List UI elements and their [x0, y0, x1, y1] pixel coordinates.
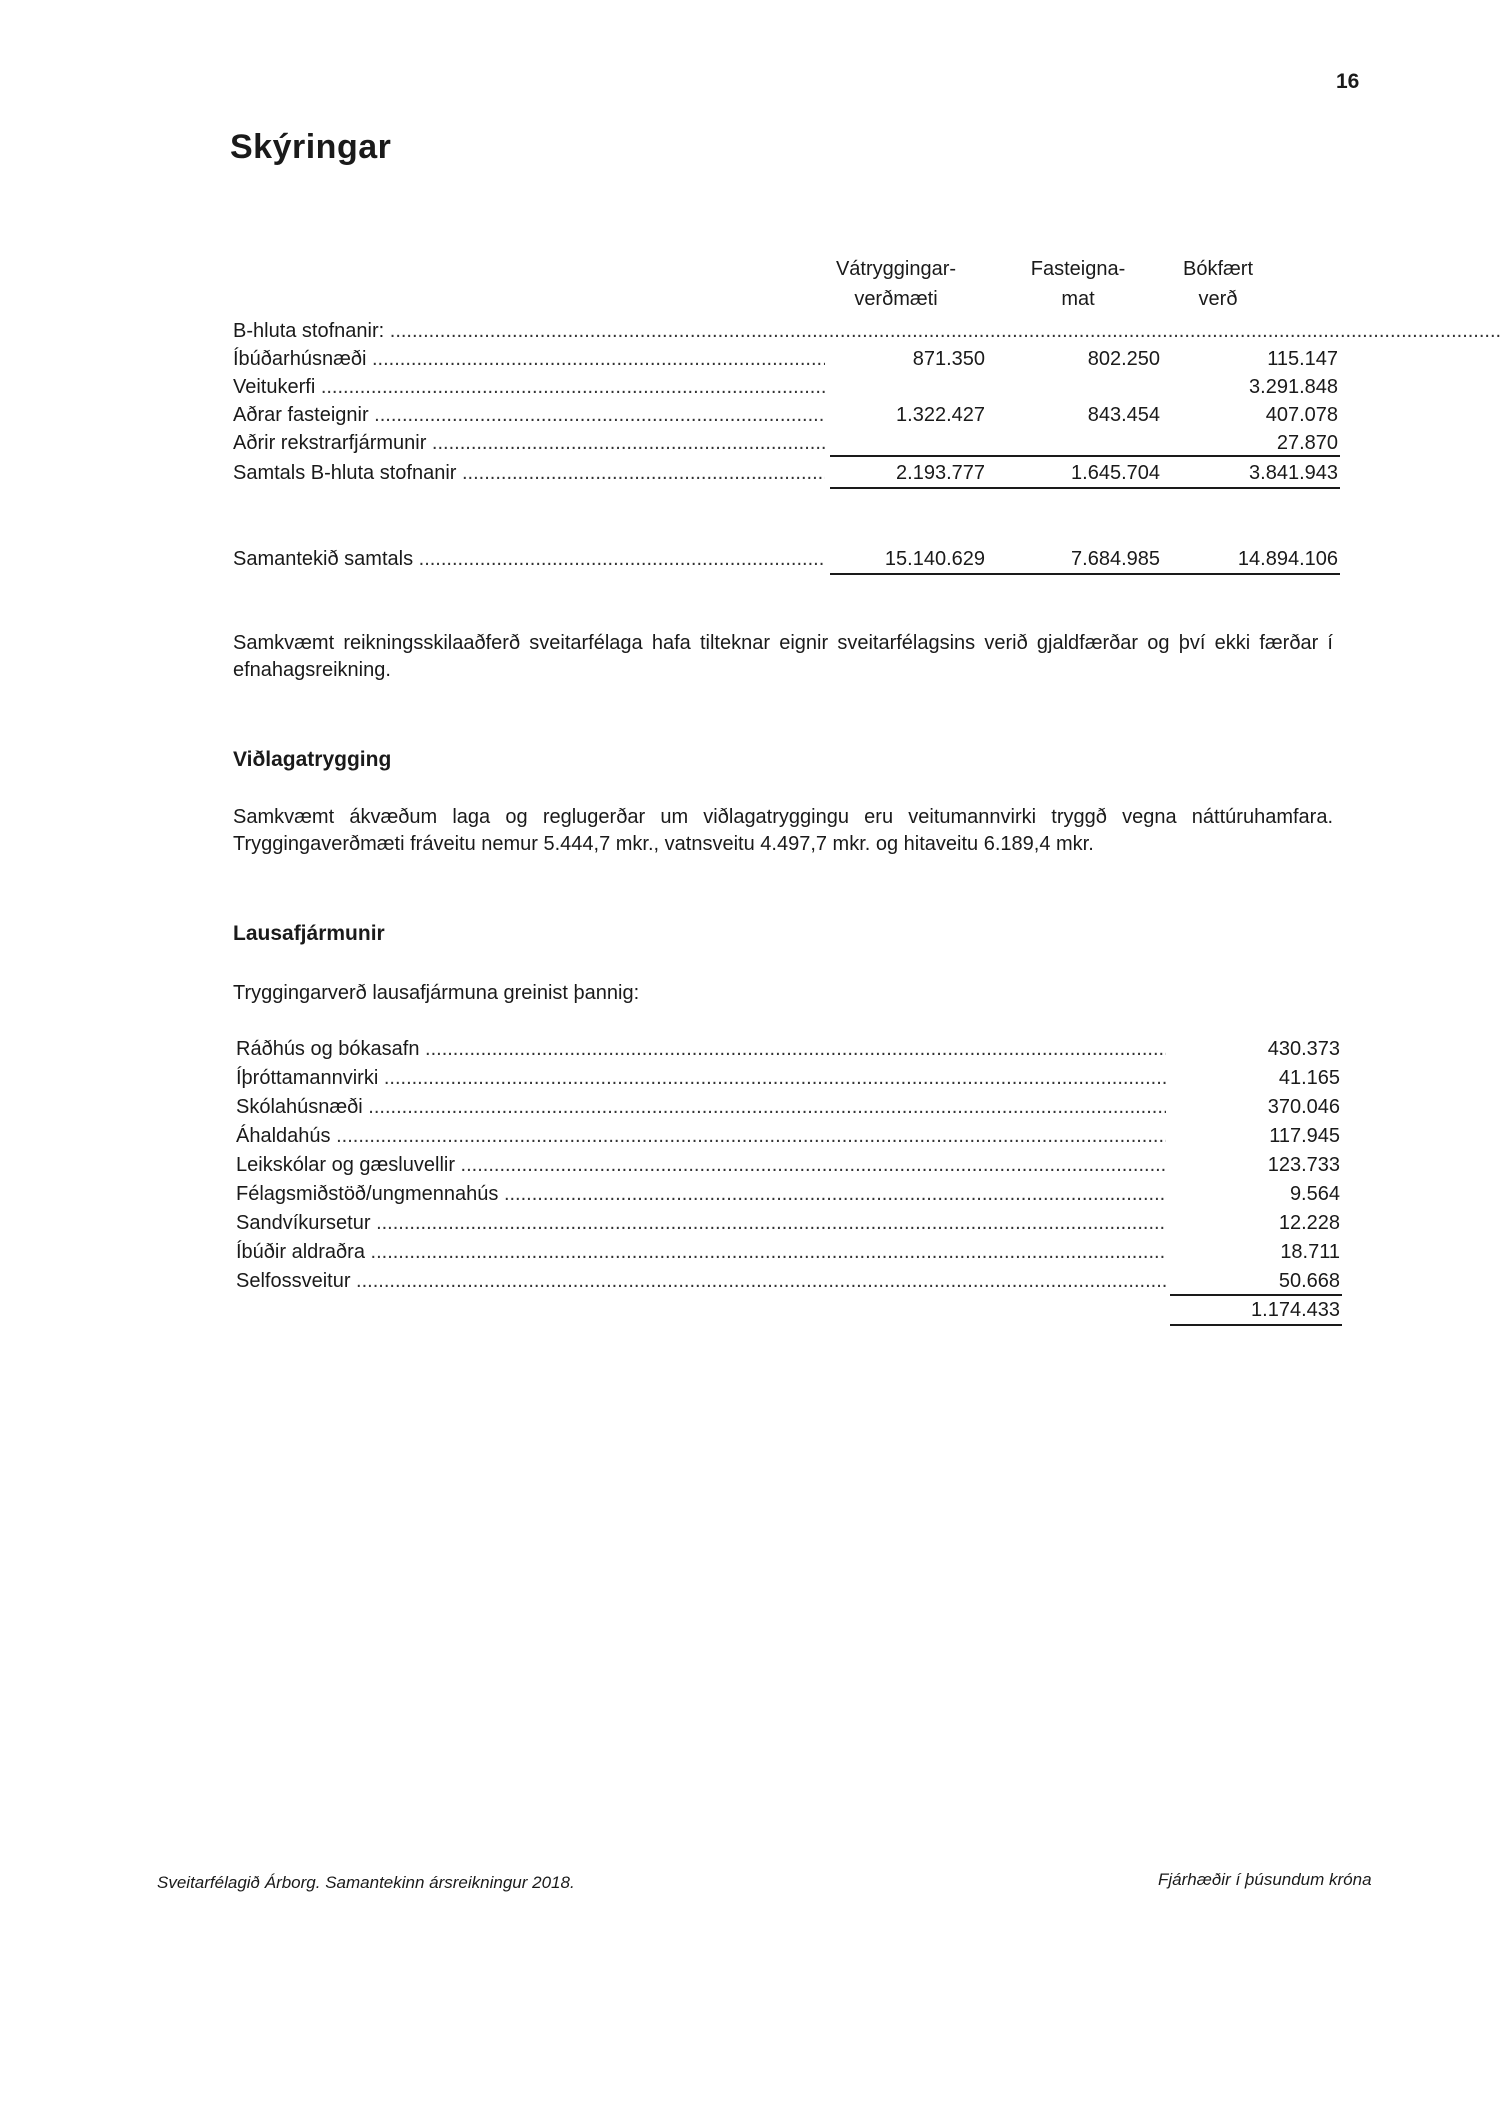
- section-heading-lausafjarmunir: Lausafjármunir: [233, 922, 385, 945]
- footer-left: Sveitarfélagið Árborg. Samantekinn ársreikningur 2018.: [157, 1873, 575, 1892]
- list-item-value: 117.945: [1269, 1125, 1340, 1147]
- list-item-label: Leikskólar og gæsluvellir .....: [236, 1152, 1166, 1178]
- list-item-value: 41.165: [1278, 1067, 1340, 1089]
- list-item-value: 50.668: [1278, 1270, 1340, 1292]
- subtotal-underline: [830, 487, 1340, 489]
- table-cell: 3.291.848: [1249, 376, 1338, 398]
- subtotal-cell: 2.193.777: [896, 462, 985, 484]
- table-cell: 802.250: [1087, 348, 1160, 370]
- table-cell: 407.078: [1265, 404, 1338, 426]
- list-item-value: 370.046: [1267, 1096, 1340, 1118]
- list-item-label: Félagsmiðstöð/ungmennahús .....: [236, 1181, 1166, 1207]
- subtotal-cell: 3.841.943: [1249, 462, 1338, 484]
- list-item-label: Ráðhús og bókasafn .....: [236, 1036, 1166, 1062]
- subtotal-cell: 1.645.704: [1071, 462, 1160, 484]
- list-item-label: Skólahúsnæði .....: [236, 1094, 1166, 1120]
- list-item-value: 9.564: [1289, 1183, 1340, 1205]
- table-group-label: B-hluta stofnanir: .....: [233, 318, 1500, 344]
- total-cell: 14.894.106: [1237, 548, 1338, 570]
- column-header-book-value: Bókfært verð: [1182, 258, 1254, 310]
- footer-right: Fjárhæðir í þúsundum króna: [1158, 1870, 1372, 1889]
- list-item-value: 430.373: [1267, 1038, 1340, 1060]
- section-heading-vidlagatrygging: Viðlagatrygging: [233, 748, 392, 771]
- table-row-label: Íbúðarhúsnæði .....: [233, 346, 825, 372]
- total-label: Samantekið samtals .....: [233, 546, 825, 572]
- lausafjarmunir-intro: Tryggingarverð lausafjármuna greinist þannig:: [233, 982, 640, 1004]
- list-item-value: 18.711: [1280, 1241, 1340, 1263]
- column-header-insurance-value: Vátryggingar- verðmæti: [835, 258, 957, 310]
- lausafjarmunir-total-underline: [1170, 1324, 1342, 1326]
- list-item-label: Íþróttamannvirki .....: [236, 1065, 1166, 1091]
- total-cell: 7.684.985: [1071, 548, 1160, 570]
- total-underline: [830, 573, 1340, 575]
- lausafjarmunir-total: 1.174.433: [1251, 1299, 1340, 1321]
- table-cell: 115.147: [1267, 348, 1338, 370]
- lausafjarmunir-total-rule: [1170, 1294, 1342, 1296]
- table-cell: 1.322.427: [896, 404, 985, 426]
- vidlag-paragraph-line-2: Tryggingaverðmæti fráveitu nemur 5.444,7 mkr., vatnsveitu 4.497,7 mkr. og hitaveitu 6.189,4 mkr.: [233, 833, 1094, 855]
- list-item-label: Selfossveitur .....: [236, 1268, 1166, 1294]
- note-paragraph: Samkvæmt reikningsskilaaðferð sveitarfélaga hafa tilteknar eignir sveitarfélagsins verið gjaldfærðar og því ekki færðar í efnahagsreikning.: [233, 632, 1333, 681]
- subtotal-rule: [830, 455, 1340, 457]
- subtotal-label: Samtals B-hluta stofnanir .....: [233, 460, 825, 486]
- list-item-value: 12.228: [1278, 1212, 1340, 1234]
- table-row-label: Aðrar fasteignir .....: [233, 402, 825, 428]
- table-row-label: Aðrir rekstrarfjármunir .....: [233, 430, 825, 456]
- table-cell: 871.350: [912, 348, 985, 370]
- column-header-property-assessment: Fasteigna- mat: [1030, 258, 1126, 310]
- list-item-label: Áhaldahús .....: [236, 1123, 1166, 1149]
- table-row-label: Veitukerfi .....: [233, 374, 825, 400]
- page-title: Skýringar: [230, 128, 392, 166]
- table-cell: 27.870: [1276, 432, 1338, 454]
- vidlag-paragraph-line-1: Samkvæmt ákvæðum laga og reglugerðar um viðlagatryggingu eru veitumannvirki tryggð vegna náttúruhamfara.: [233, 806, 1333, 828]
- table-cell: 843.454: [1087, 404, 1160, 426]
- list-item-label: Íbúðir aldraðra .....: [236, 1239, 1166, 1265]
- page-number: 16: [1336, 70, 1360, 93]
- list-item-label: Sandvíkursetur .....: [236, 1210, 1166, 1236]
- list-item-value: 123.733: [1267, 1154, 1340, 1176]
- total-cell: 15.140.629: [884, 548, 985, 570]
